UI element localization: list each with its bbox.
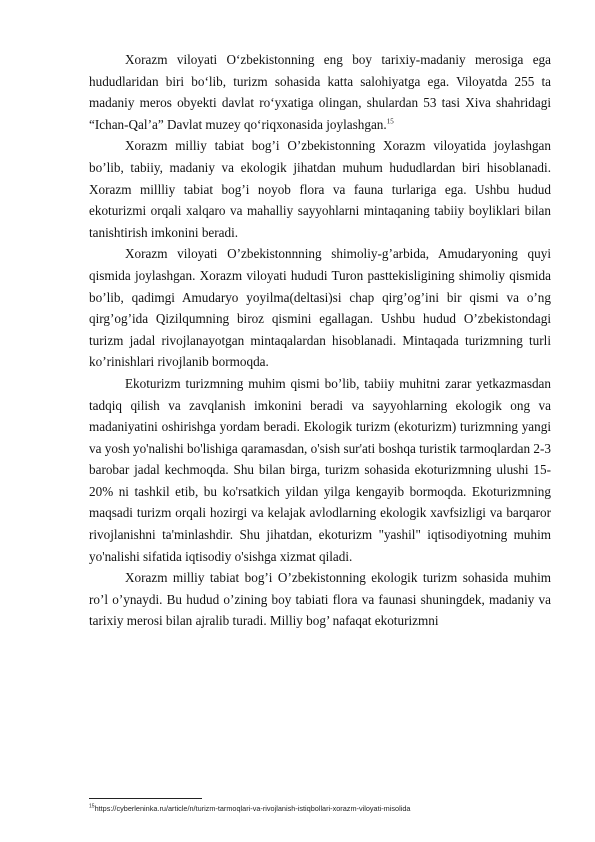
footnote-separator: [89, 798, 202, 799]
paragraph-4: Ekoturizm turizmning muhim qismi bo’lib, tabiiy muhitni zarar yetkazmasdan tadqiq qilish va zavqlanish imkonini beradi va sayyohlarning ekologik ong va madaniyatini oshirishga yordam beradi. Ekologik turizm (ekoturizm) turizmning yangi va yosh yo'nalishi bo'lishiga qaramasdan, o'sish sur'ati boshqa turistik tarmoqlardan 2-3 barobar jadal kechmoqda. Shu bilan birga, turizm sohasida ekoturizmning ulushi 15-20% ni tashkil etib, bu ko'rsatkich yildan yilga kengayib bormoqda. Ekoturizmning maqsadi turizm orqali hozirgi va kelajak avlodlarning ekologik xavfsizligi va barqaror rivojlanishni ta'minlashdir. Shu jihatdan, ekoturizm "yashil" iqtisodiyotning muhim yo'nalishi sifatida iqtisodiy o'sishga xizmat qiladi.: [89, 375, 551, 564]
footnote-number: 15: [89, 803, 95, 810]
paragraph-1: [89, 49, 551, 135]
paragraph-3: Xorazm viloyati O’zbekistonnning shimoliy-g’arbida, Amudaryoning quyi qismida joylashgan. Xorazm viloyati hududi Turon pasttekisligining shimoliy qismida bo’lib, qadimgi Amudaryo yoyilma(deltasi)si chap qirg’og’ini bir qismi va o’ng qirg’og’ida Qizilqumning biroz qismini egallagan. Ushbu hudud O’zbekistondagi turizm jadal rivojlanayotgan mintaqalardan hisoblanadi. Mintaqada turizmning turli ko’rinishlari rivojlanib bormoqda.: [89, 246, 551, 370]
paragraph-2: Xorazm milliy tabiat bog’i O’zbekistonning Xorazm viloyatida joylashgan bo’lib, tabiiy, madaniy va ekologik jihatdan muhum hududlardan biri hisoblanadi. Xorazm millliy tabiat bog’i noyob flora va fauna turlariga ega. Ushbu hudud ekoturizmi orqali xalqaro va mahalliy sayyohlarni mintaqaning tabiiy boyliklari bilan tanishtirish imkonini beradi.: [89, 138, 551, 240]
footnote-reference: 15: [386, 117, 394, 126]
paragraph-5: Xorazm milliy tabiat bog’i O’zbekistonning ekologik turizm sohasida muhim ro’l o’ynaydi. Bu hudud o’zining boy tabiati flora va faunasi shuningdek, madaniy va tarixiy merosi bilan ajralib turadi. Milliy bog’ nafaqat ekoturizmni: [89, 570, 551, 629]
body-text: [89, 49, 551, 632]
footnote: [89, 804, 559, 814]
paragraph-1-text: Xorazm viloyati O‘zbekistonning eng boy tarixiy-madaniy merosiga ega hududlaridan biri bo‘lib, turizm sohasida katta salohiyatga ega. Viloyatda 255 ta madaniy meros obyekti davlat ro‘yxatiga olingan, shulardan 53 tasi Xiva shahridagi “Ichan-Qal’a” Davlat muzey qo‘riqxonasida joylashgan.: [89, 52, 551, 132]
footnote-link[interactable]: https://cyberleninka.ru/article/n/turizm-tarmoqlari-va-rivojlanish-istiqbollari-xorazm-viloyati-misolida: [94, 804, 411, 813]
